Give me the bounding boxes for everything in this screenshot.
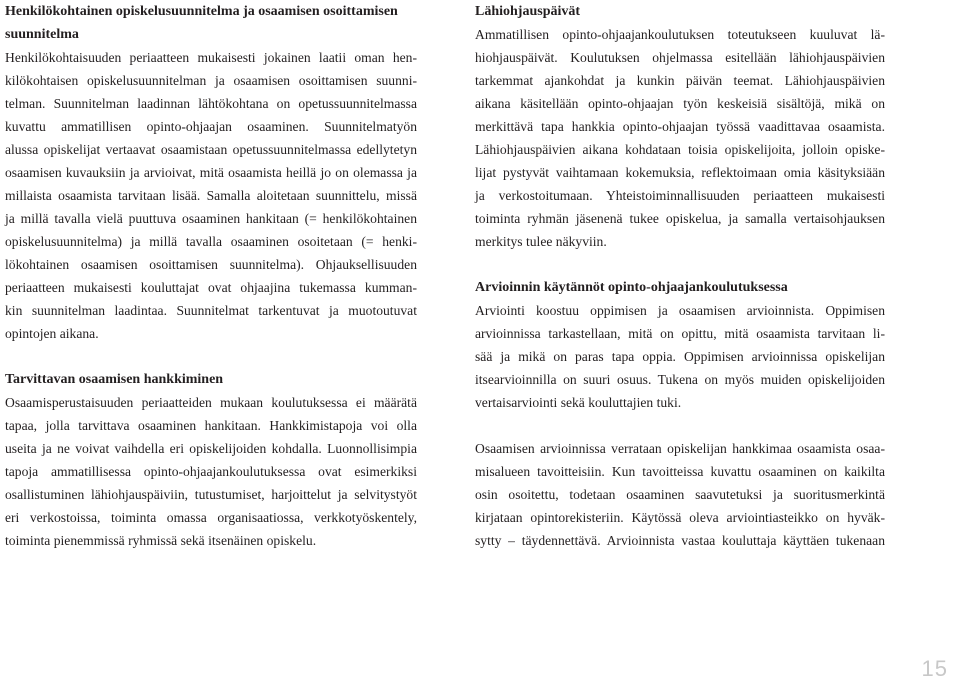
heading-line: suunnitelma: [5, 27, 79, 42]
section-assessment-practices: [475, 276, 885, 414]
text-line: hiohjauspäivät. Koulutuksen ohjelmassa esitellään lähiohjauspäivien: [475, 50, 885, 65]
text-line: tapaa, jolla tarvittava osaaminen hankitaan. Hankkimistapoja voi olla: [5, 418, 417, 433]
section-spacer: [475, 253, 885, 276]
text-line: vertaisarviointi sekä kouluttajien tuki.: [475, 395, 682, 410]
section-personal-study-plan: [5, 0, 417, 345]
text-line: opiskelusuunnitelma) ja millä tavalla osaaminen osoitetaan (= henki-: [5, 234, 417, 249]
text-line: toiminta ryhmän jäsenenä tukee opiskelua, ja samalla vertaisohjauksen: [475, 211, 885, 226]
section-heading-assessment-practices: [475, 276, 885, 299]
section-spacer: [475, 414, 885, 437]
text-line: osin osoitettu, todetaan osaaminen saavutetuksi ja suoritusmerkintä: [475, 487, 885, 502]
text-line: tarkemmat ajankohdat ja kunkin päivän teemat. Lähiohjauspäivien: [475, 73, 885, 88]
text-line: toiminta pienemmissä ryhmissä sekä itsenäinen opiskelu.: [5, 533, 317, 548]
section-contact-days: [475, 0, 885, 253]
text-line: sytty – täydennettävä. Arvioinnista vastaa kouluttaja käyttäen tukenaan: [475, 533, 885, 548]
text-line: merkittävä tapa hankkia opinto-ohjaajan työssä vaadittavaa osaamista.: [475, 119, 885, 134]
section-acquiring-competence: [5, 368, 417, 552]
text-line: kilökohtaisen opiskelusuunnitelman ja osaamisen osoittamisen suunni-: [5, 73, 417, 88]
paragraph-assessment-practices: [475, 299, 885, 414]
heading-line: Henkilökohtainen opiskelusuunnitelma ja osaamisen osoittamisen: [5, 4, 398, 19]
page-number: 15: [921, 656, 948, 681]
paragraph-acquiring-competence: [5, 391, 417, 552]
right-column: [475, 0, 885, 552]
heading-line: Arvioinnin käytännöt opinto-ohjaajankoulutuksessa: [475, 280, 788, 295]
section-heading-personal-study-plan: [5, 0, 417, 46]
text-line: ja millä tavalla vielä puuttuva osaaminen hankitaan (= henkilökohtainen: [5, 211, 417, 226]
text-line: aikana käsitellään opinto-ohjaajan työn keskeisiä sisältöjä, mikä on: [475, 96, 885, 111]
section-heading-acquiring-competence: [5, 368, 417, 391]
heading-line: Tarvittavan osaamisen hankkiminen: [5, 372, 224, 387]
text-line: misalueen tavoitteisiin. Kun tavoitteissa kuvattu osaaminen on kaikilta: [475, 464, 885, 479]
text-line: telman. Suunnitelman laadinnan lähtökohtana on opetussuunnitelmassa: [5, 96, 417, 111]
text-line: kirjataan opintorekisteriin. Käytössä oleva arviointiasteikko on hyväk-: [475, 510, 885, 525]
text-line: periaatteen mukaisesti kouluttajat ovat ohjaajina tukemassa kumman-: [5, 280, 417, 295]
text-line: kin suunnitelman laadintaa. Suunnitelmat tarkentuvat ja muotoutuvat: [5, 303, 417, 318]
text-line: lökohtainen osaamisen osoittamisen suunnitelma). Ohjauksellisuuden: [5, 257, 417, 272]
text-line: Lähiohjauspäivien aikana kohdataan toisia opiskelijoita, jolloin opiske-: [475, 142, 885, 157]
paragraph-contact-days: [475, 23, 885, 253]
text-line: kuvattu ammatillisen opinto-ohjaajan osaaminen. Suunnitelmatyön: [5, 119, 417, 134]
text-line: ja verkostoitumaan. Yhteistoiminnallisuuden periaatteen mukaisesti: [475, 188, 885, 203]
text-line: arvioinnissa tarkastellaan, mitä on opittu, mitä osaamista tarvitaan li-: [475, 326, 885, 341]
section-spacer: [5, 345, 417, 368]
text-line: eri verkostoissa, toiminta omassa organisaatiossa, verkkotyöskentely,: [5, 510, 417, 525]
text-line: millaista osaamista tarvitaan lisää. Samalla aloitetaan suunnittelu, missä: [5, 188, 417, 203]
text-line: osaamisen kuvauksiin ja arvioivat, mitä osaamista heillä jo on olemassa ja: [5, 165, 417, 180]
heading-line: Lähiohjauspäivät: [475, 4, 581, 19]
text-line: Osaamisperustaisuuden periaatteiden mukaan koulutuksessa ei määrätä: [5, 395, 417, 410]
text-line: alussa opiskelijat vertaavat osaamistaan opetussuunnitelmassa edellytetyn: [5, 142, 417, 157]
text-line: useita ja ne voivat vaihdella eri opiskelijoiden kohdalla. Luonnollisimpia: [5, 441, 417, 456]
text-line: lijat pystyvät vaihtamaan kokemuksia, reflektoimaan omia käsityksiään: [475, 165, 885, 180]
text-line: Osaamisen arvioinnissa verrataan opiskelijan hankkimaa osaamista osaa-: [475, 441, 885, 456]
text-line: tapoja ammatillisessa opinto-ohjaajankoulutuksessa ovat esimerkiksi: [5, 464, 417, 479]
text-line: osallistuminen lähiohjauspäiviin, tutustumiset, harjoittelut ja selvitystyöt: [5, 487, 417, 502]
text-line: merkitys tulee näkyviin.: [475, 234, 607, 249]
section-heading-contact-days: [475, 0, 885, 23]
text-line: sää ja mikä on paras tapa oppia. Oppimisen arvioinnissa opiskelijan: [475, 349, 885, 364]
paragraph-competence-assessment: [475, 437, 885, 552]
left-column: [5, 0, 417, 552]
text-line: Ammatillisen opinto-ohjaajankoulutuksen toteutukseen kuuluvat lä-: [475, 27, 885, 42]
text-line: Arviointi koostuu oppimisen ja osaamisen arvioinnista. Oppimisen: [475, 303, 885, 318]
text-line: opintojen aikana.: [5, 326, 99, 341]
text-line: itsearvioinnilla on suuri osuus. Tukena on myös muiden opiskelijoiden: [475, 372, 885, 387]
text-line: Henkilökohtaisuuden periaatteen mukaisesti jokainen laatii oman hen-: [5, 50, 417, 65]
paragraph-personal-study-plan: [5, 46, 417, 345]
